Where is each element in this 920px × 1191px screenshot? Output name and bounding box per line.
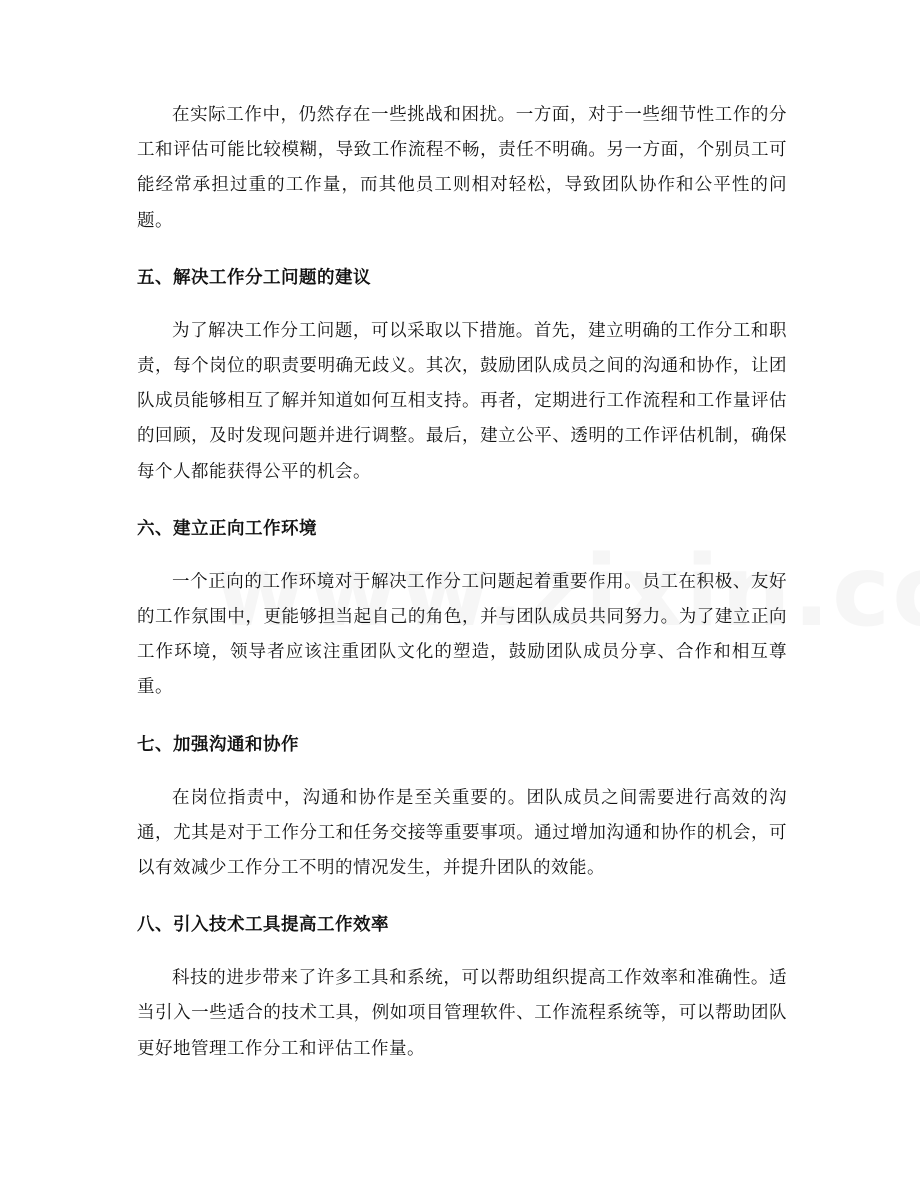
section-5-heading: 五、解决工作分工问题的建议 [137, 267, 371, 288]
section-6-paragraph: 一个正向的工作环境对于解决工作分工问题起着重要作用。员工在积极、友好的工作氛围中，更能够担当起自己的角色，并与团队成员共同努力。为了建立正向工作环境，领导者应该注重团队文化的塑造，鼓励团队成员分享、合作和相互尊重。 [137, 571, 787, 698]
section-8-heading: 八、引入技术工具提高工作效率 [137, 915, 389, 936]
section-7-heading: 七、加强沟通和协作 [137, 734, 299, 755]
section-7-paragraph: 在岗位指责中，沟通和协作是至关重要的。团队成员之间需要进行高效的沟通，尤其是对于工作分工和任务交接等重要事项。通过增加沟通和协作的机会，可以有效减少工作分工不明的情况发生，并提升团队的效能。 [137, 787, 787, 879]
document-body [137, 98, 787, 1067]
intro-paragraph: 在实际工作中，仍然存在一些挑战和困扰。一方面，对于一些细节性工作的分工和评估可能比较模糊，导致工作流程不畅，责任不明确。另一方面，个别员工可能经常承担过重的工作量，而其他员工则相对轻松，导致团队协作和公平性的问题。 [137, 105, 787, 231]
section-5-paragraph: 为了解决工作分工问题，可以采取以下措施。首先，建立明确的工作分工和职责，每个岗位的职责要明确无歧义。其次，鼓励团队成员之间的沟通和协作，让团队成员能够相互了解并知道如何互相支持。再者，定期进行工作流程和工作量评估的回顾，及时发现问题并进行调整。最后，建立公平、透明的工作评估机制，确保每个人都能获得公平的机会。 [137, 320, 787, 482]
section-8-paragraph: 科技的进步带来了许多工具和系统，可以帮助组织提高工作效率和准确性。适当引入一些适合的技术工具，例如项目管理软件、工作流程系统等，可以帮助团队更好地管理工作分工和评估工作量。 [137, 968, 787, 1059]
section-6-heading: 六、建立正向工作环境 [137, 518, 317, 539]
